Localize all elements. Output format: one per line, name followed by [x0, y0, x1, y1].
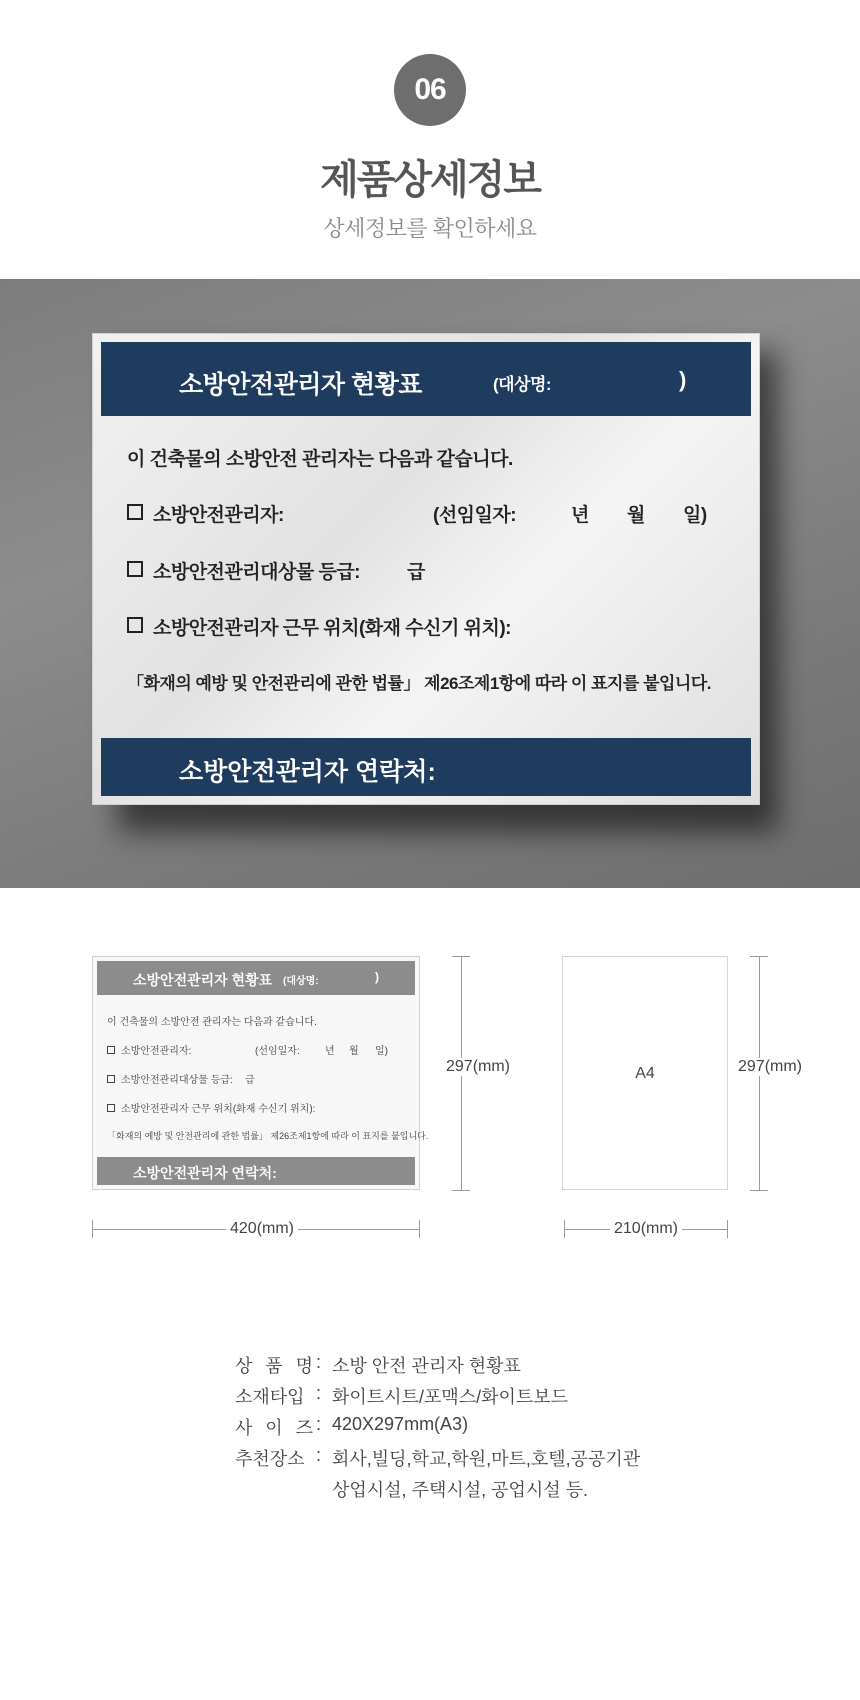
sign-contact-label: 소방안전관리자 연락처:: [179, 758, 436, 786]
sign-header-bar: [101, 342, 751, 416]
sign-target-label: (대상명:: [493, 375, 552, 394]
a4-width-label: 210(mm): [610, 1220, 682, 1238]
a4-label: A4: [635, 1065, 655, 1082]
sign-target-close: ): [679, 367, 686, 392]
thumb-month: 월: [349, 1046, 359, 1057]
spec-key: 소재타입: [235, 1387, 305, 1407]
thumb-location-label: 소방안전관리자 근무 위치(화재 수신기 위치):: [121, 1104, 316, 1115]
thumb-location-row: [107, 1100, 315, 1115]
spec-value: 420X297mm(A3): [332, 1414, 469, 1434]
thumb-title: 소방안전관리자 현황표: [133, 972, 273, 988]
thumb-contact-label: 소방안전관리자 연락처:: [133, 1165, 277, 1181]
thumb-target-label: (대상명:: [283, 976, 319, 987]
thumb-year: 년: [325, 1046, 335, 1057]
sign-footer-bar: [101, 738, 751, 796]
spec-key: 사 이 즈: [235, 1418, 313, 1438]
thumb-target-close: ): [375, 970, 379, 984]
spec-colon: :: [316, 1414, 322, 1434]
thumb-law-notice: 「화재의 예방 및 안전관리에 관한 법률」 제26조제1항에 따라 이 표지를 붙입니다.: [107, 1131, 429, 1141]
spec-value: 화이트시트/포맥스/화이트보드: [332, 1387, 569, 1407]
spec-value: 회사,빌딩,학교,학원,마트,호텔,공공기관: [332, 1449, 641, 1469]
spec-key: 추천장소: [235, 1449, 305, 1469]
sign-year: 년: [571, 505, 589, 526]
sign-law-notice: 「화재의 예방 및 안전관리에 관한 법률」 제26조제1항에 따라 이 표지를 붙입니다.: [127, 674, 711, 693]
a3-size-thumbnail: [92, 956, 429, 1190]
thumb-appointed-label: (선임일자:: [255, 1046, 300, 1057]
sign-grade-unit: 급: [407, 562, 425, 583]
a3-height-cap-bottom: [452, 1190, 470, 1191]
spec-value: 소방 안전 관리자 현황표: [332, 1356, 521, 1376]
section-number-badge: 06: [394, 54, 466, 126]
checkbox-square-icon: [127, 617, 143, 633]
thumb-grade-unit: 급: [245, 1075, 255, 1086]
thumb-day: 일): [375, 1046, 388, 1057]
spec-colon: :: [316, 1383, 322, 1403]
a4-height-label: 297(mm): [734, 1058, 806, 1076]
sign-body: [101, 416, 751, 704]
a3-width-cap-right: [419, 1220, 420, 1238]
page-subtitle: 상세정보를 확인하세요: [323, 216, 537, 241]
spec-colon: :: [316, 1352, 322, 1372]
sign-title: 소방안전관리자 현황표: [179, 371, 422, 399]
sign-grade-row: [127, 557, 425, 584]
sign-grade-label: 소방안전관리대상물 등급:: [153, 562, 361, 583]
page-title: 제품상세정보: [320, 158, 540, 202]
spec-key: 상 품 명: [235, 1356, 313, 1376]
sign-month: 월: [627, 505, 645, 526]
thumb-intro: 이 건축물의 소방안전 관리자는 다음과 같습니다.: [107, 1017, 317, 1028]
sign-location-row: [127, 613, 511, 640]
thumb-grade-row: [107, 1071, 255, 1086]
sign-board: [92, 333, 760, 805]
checkbox-square-icon: [127, 504, 143, 520]
thumb-grade-label: 소방안전관리대상물 등급:: [121, 1075, 233, 1086]
checkbox-square-icon: [127, 561, 143, 577]
a4-height-cap-bottom: [750, 1190, 768, 1191]
sign-manager-row: [127, 500, 707, 527]
sign-location-label: 소방안전관리자 근무 위치(화재 수신기 위치):: [153, 618, 511, 639]
checkbox-square-icon: [107, 1075, 115, 1083]
thumb-header-bar: [97, 961, 415, 995]
sign-manager-label: 소방안전관리자:: [153, 505, 284, 526]
sign-appointed-label: (선임일자:: [433, 505, 517, 526]
checkbox-square-icon: [107, 1046, 115, 1054]
a3-width-label: 420(mm): [226, 1220, 298, 1238]
checkbox-square-icon: [107, 1104, 115, 1112]
a4-size-box: [562, 956, 728, 1190]
spec-value-cont: 상업시설, 주택시설, 공업시설 등.: [332, 1480, 589, 1500]
spec-colon: :: [316, 1445, 322, 1465]
a4-width-cap-right: [727, 1220, 728, 1238]
sign-day: 일): [683, 505, 707, 526]
thumb-footer-bar: [97, 1157, 415, 1185]
sign-intro: 이 건축물의 소방안전 관리자는 다음과 같습니다.: [127, 449, 513, 470]
a3-height-label: 297(mm): [442, 1058, 514, 1076]
thumb-manager-label: 소방안전관리자:: [121, 1046, 192, 1057]
thumb-manager-row: [107, 1042, 388, 1057]
product-photo: [0, 279, 860, 888]
